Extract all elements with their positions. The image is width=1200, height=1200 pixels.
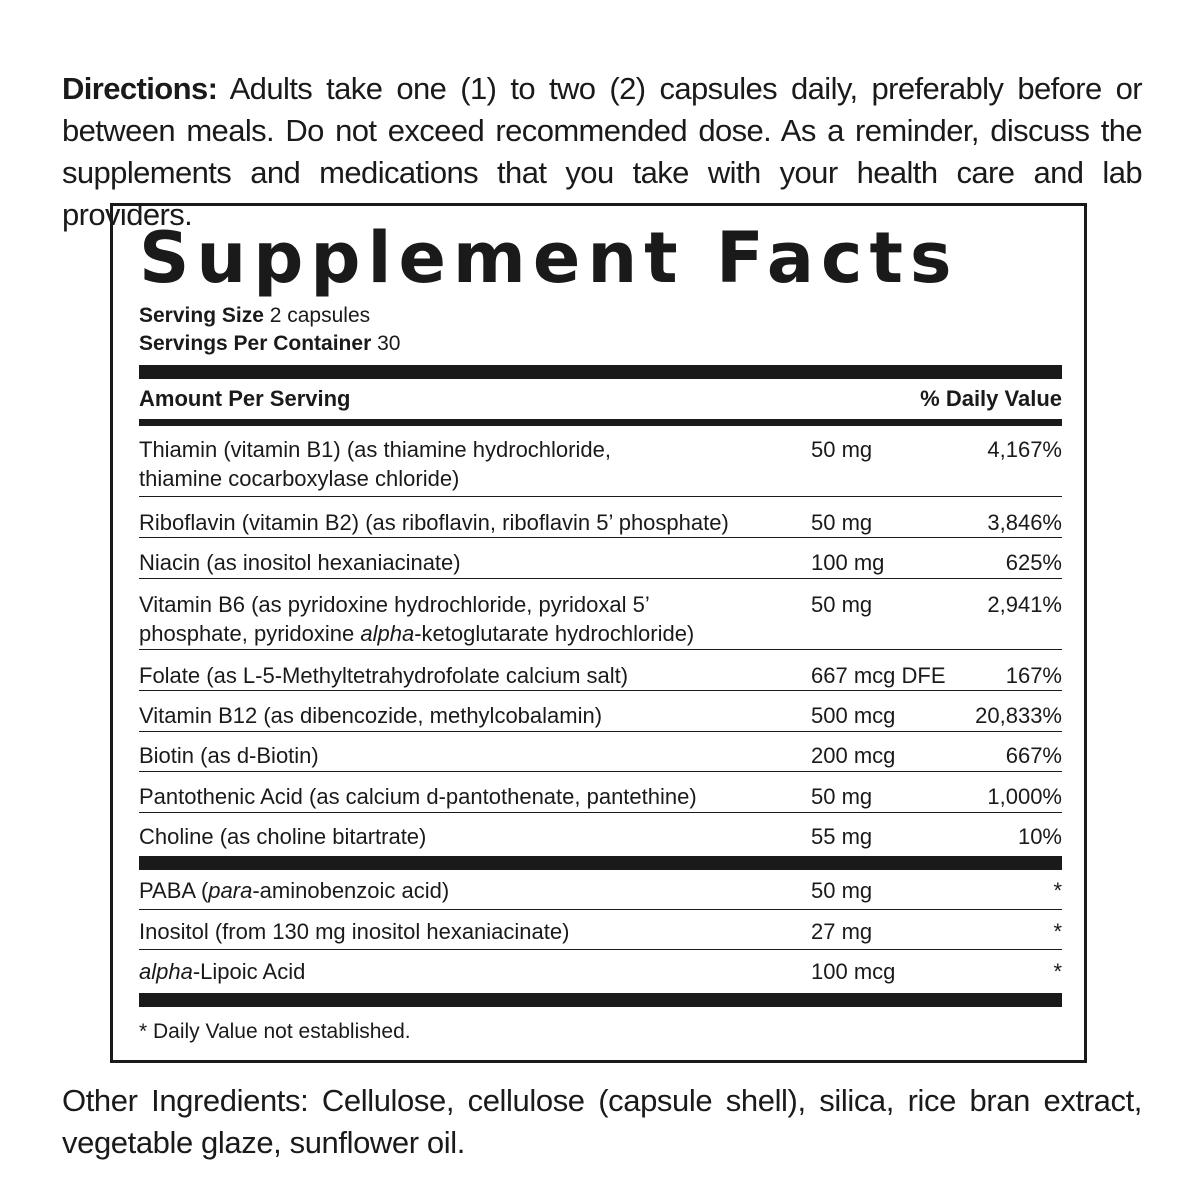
nutrient-amount: 100 mg <box>811 550 885 575</box>
servings-per-container-value: 30 <box>377 332 401 355</box>
nutrient-amount: 50 mg <box>811 592 873 617</box>
servings-per-container-label: Servings Per Container <box>139 332 372 355</box>
thick-divider-middle <box>139 856 1062 870</box>
nutrient-amount: 667 mcg DFE <box>811 663 946 688</box>
nutrient-row-pantothenic-acid <box>139 782 1062 813</box>
nutrient-dv: 4,167% <box>987 437 1062 462</box>
nutrient-dv: * <box>1053 878 1062 903</box>
nutrient-dv: 10% <box>1017 824 1062 849</box>
nutrient-name: PABA (para-aminobenzoic acid) <box>139 878 450 903</box>
thick-divider-top <box>139 365 1062 379</box>
nutrient-dv: * <box>1053 959 1062 984</box>
nutrient-name: Inositol (from 130 mg inositol hexaniacinate) <box>139 919 570 944</box>
nutrient-dv: 167% <box>1005 663 1062 688</box>
column-header <box>139 385 1062 413</box>
medium-divider <box>139 419 1062 426</box>
facts-title: Supplement Facts <box>139 217 959 299</box>
thick-divider-bottom <box>139 993 1062 1007</box>
nutrient-name: Choline (as choline bitartrate) <box>139 824 427 849</box>
nutrient-amount: 50 mg <box>811 784 873 809</box>
nutrient-row-alpha-lipoic-acid <box>139 957 1062 987</box>
nutrient-amount: 200 mcg <box>811 743 896 768</box>
amount-per-serving-header: Amount Per Serving <box>139 386 351 411</box>
nutrient-name: Vitamin B12 (as dibencozide, methylcobalamin) <box>139 703 603 728</box>
directions-lead: Directions: <box>62 71 218 106</box>
nutrient-dv: 667% <box>1005 743 1062 768</box>
nutrient-name: alpha-Lipoic Acid <box>139 959 306 984</box>
daily-value-header: % Daily Value <box>920 386 1062 411</box>
nutrient-name: Riboflavin (vitamin B2) (as riboflavin, riboflavin 5’ phosphate) <box>139 510 729 535</box>
servings-per-container-line <box>139 331 400 357</box>
serving-size-line <box>139 303 370 329</box>
nutrient-dv: * <box>1053 919 1062 944</box>
directions-text: Adults take one (1) to two (2) capsules daily, preferably before or between meals. Do not exceed recommended dose. As a reminder, discuss the supplements and medications that you take with your health care and lab providers. <box>62 71 1142 232</box>
nutrient-name: Thiamin (vitamin B1) (as thiamine hydrochloride, thiamine cocarboxylase chloride) <box>139 437 611 491</box>
other-ingredients-paragraph: Other Ingredients: Cellulose, cellulose (capsule shell), silica, rice bran extract, vegetable glaze, sunflower oil. <box>62 1083 1142 1160</box>
nutrient-name: Niacin (as inositol hexaniacinate) <box>139 550 461 575</box>
nutrient-dv: 20,833% <box>975 703 1062 728</box>
nutrient-row-paba <box>139 876 1062 910</box>
nutrient-name: Folate (as L-5-Methyltetrahydrofolate calcium salt) <box>139 663 629 688</box>
nutrient-name: Pantothenic Acid (as calcium d-pantothenate, pantethine) <box>139 784 697 809</box>
nutrient-name: Vitamin B6 (as pyridoxine hydrochloride, pyridoxal 5’ phosphate, pyridoxine alpha-ketoglutarate hydrochloride) <box>139 592 695 646</box>
nutrient-amount: 27 mg <box>811 919 873 944</box>
nutrient-row-thiamin <box>139 435 1062 497</box>
serving-size-label: Serving Size <box>139 304 264 327</box>
nutrient-amount: 500 mcg <box>811 703 896 728</box>
nutrient-amount: 50 mg <box>811 878 873 903</box>
supplement-facts-panel <box>110 203 1087 1063</box>
serving-size-value: 2 capsules <box>269 304 371 327</box>
nutrient-amount: 100 mcg <box>811 959 896 984</box>
nutrient-row-vitamin-b6 <box>139 590 1062 650</box>
nutrient-amount: 50 mg <box>811 437 873 462</box>
nutrient-row-inositol <box>139 917 1062 950</box>
nutrient-row-folate <box>139 661 1062 691</box>
daily-value-footnote: * Daily Value not established. <box>139 1020 411 1043</box>
nutrient-amount: 50 mg <box>811 510 873 535</box>
nutrient-row-riboflavin <box>139 508 1062 538</box>
nutrient-row-biotin <box>139 741 1062 772</box>
nutrient-dv: 2,941% <box>987 592 1062 617</box>
nutrient-row-vitamin-b12 <box>139 701 1062 732</box>
nutrient-row-niacin <box>139 548 1062 579</box>
nutrient-name: Biotin (as d-Biotin) <box>139 743 319 768</box>
nutrient-dv: 3,846% <box>987 510 1062 535</box>
nutrient-dv: 1,000% <box>987 784 1062 809</box>
nutrient-dv: 625% <box>1005 550 1062 575</box>
nutrient-row-choline <box>139 822 1062 852</box>
nutrient-amount: 55 mg <box>811 824 873 849</box>
